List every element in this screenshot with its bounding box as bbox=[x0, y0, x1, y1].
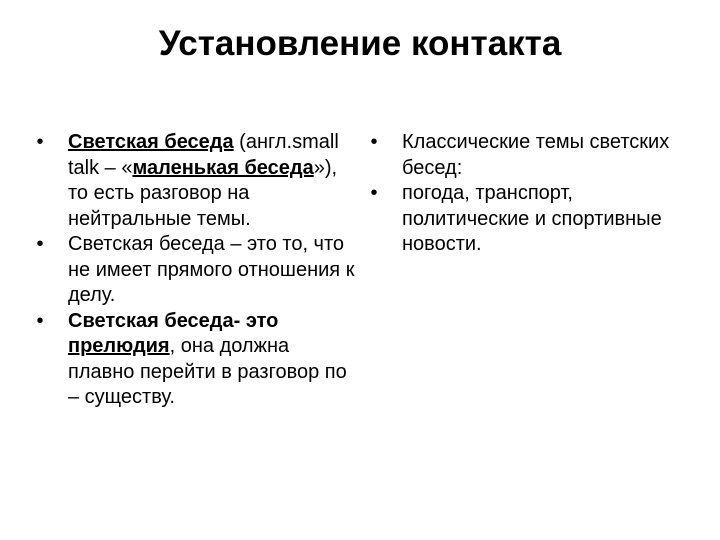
bullet-dot: • bbox=[36, 233, 44, 255]
bullet-dot: • bbox=[370, 182, 378, 204]
definition-text-part2: »), то есть разговор на нейтральные темы. bbox=[68, 156, 338, 230]
bullet-text: Классические темы светских бесед: bbox=[402, 131, 670, 179]
bullet-text: Светская беседа – это то, что не имеет прямого отношения к делу. bbox=[68, 233, 355, 306]
bullet-dot: • bbox=[36, 131, 44, 153]
bullet-dot: • bbox=[370, 131, 378, 153]
slide-title: Установление контакта bbox=[158, 24, 562, 63]
term-little-talk: маленькая беседа bbox=[132, 156, 314, 179]
bullet-lead-bold: Светская беседа- это bbox=[68, 309, 279, 332]
list-item bbox=[364, 130, 704, 181]
definition-text-part1: (англ.small talk – « bbox=[68, 131, 339, 179]
term-small-talk: Светская беседа bbox=[68, 131, 234, 153]
bullet-dot: • bbox=[36, 309, 44, 332]
list-item bbox=[30, 309, 360, 411]
term-prelude: прелюдия bbox=[68, 335, 170, 357]
left-bullet-list bbox=[30, 130, 360, 411]
list-item bbox=[30, 130, 360, 232]
list-item bbox=[364, 181, 704, 258]
bullet-text: , она должна плавно перейти в разговор по – существу. bbox=[68, 335, 347, 408]
bullet-text: погода, транспорт, политические и спортивные новости. bbox=[402, 182, 662, 255]
right-bullet-list bbox=[364, 130, 704, 258]
list-item bbox=[30, 232, 360, 309]
